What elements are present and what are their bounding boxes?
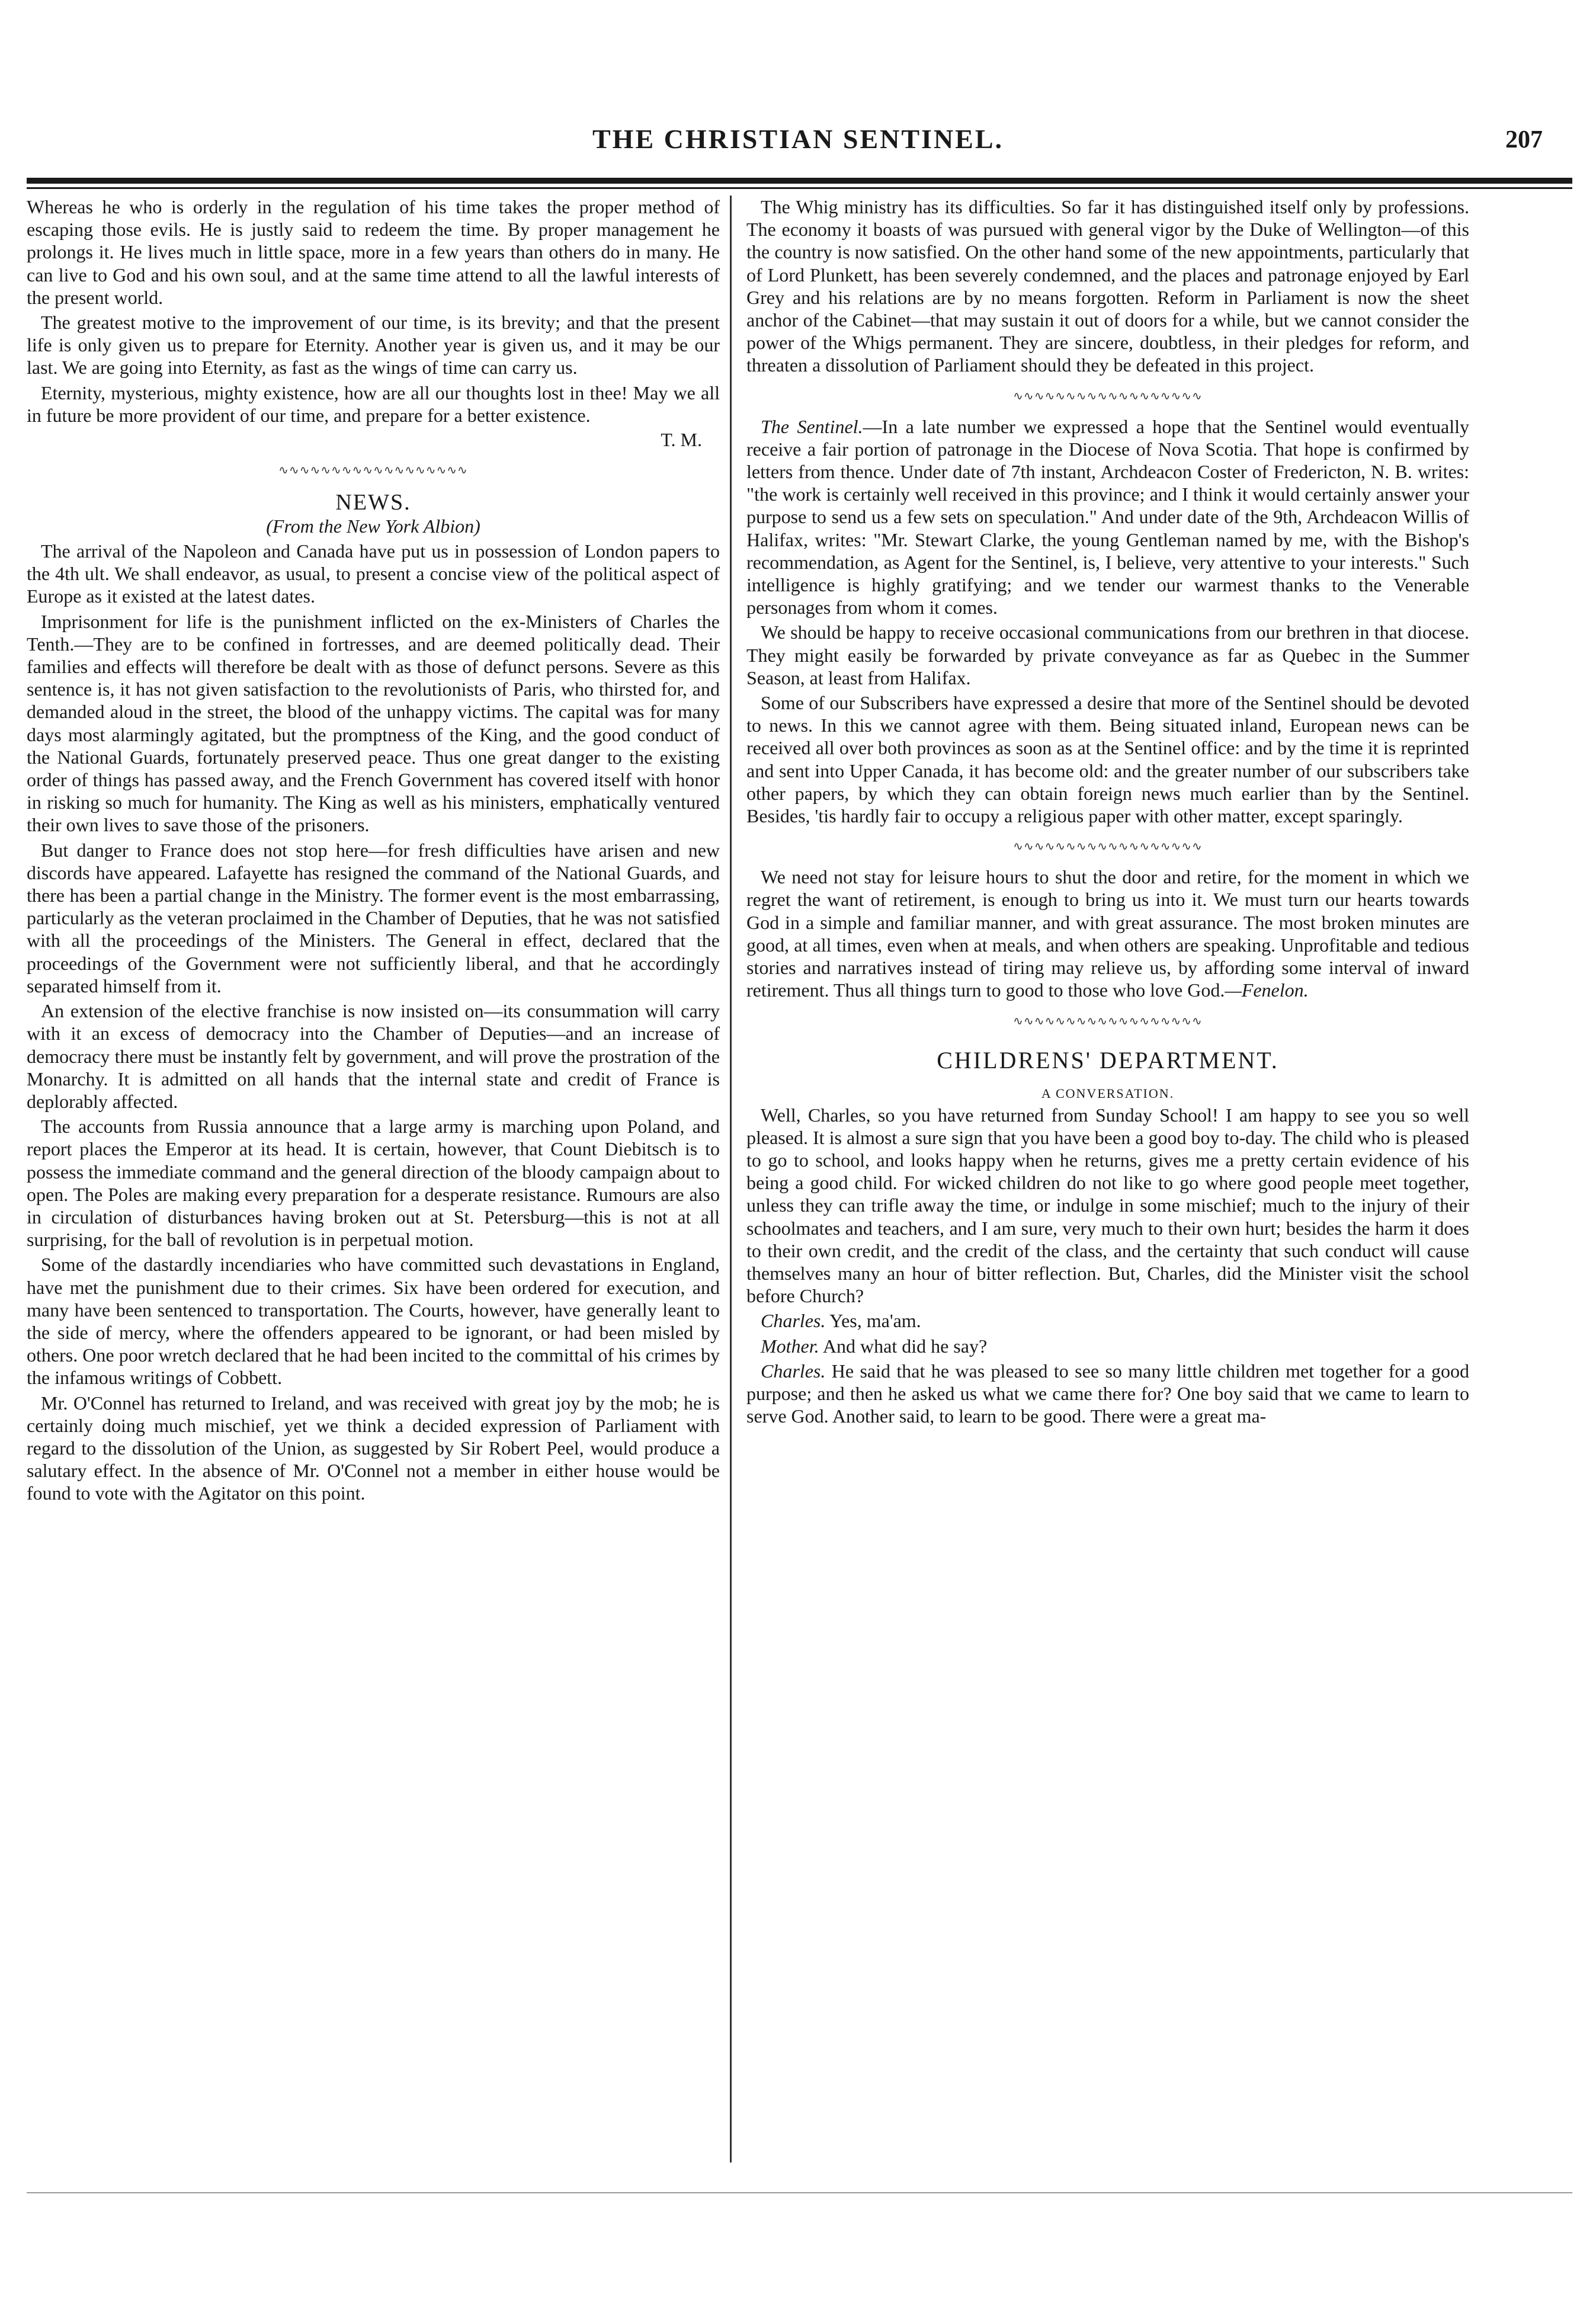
speaker: Charles.	[761, 1310, 826, 1332]
paragraph: Mr. O'Connel has returned to Ireland, and was received with great joy by the mob; he is certainly doing much mischief, yet we think a decided expression of Parliament with regard to the dissolution of the Union, as suggested by Sir Robert Peel, would produce a salutary effect. In the absence of Mr. O'Connel not a member in either house would be found to vote with the Agitator on this point.	[27, 1392, 720, 1504]
paragraph	[746, 866, 1469, 1001]
paragraph: The greatest motive to the improvement of our time, is its brevity; and that the present life is only given us to prepare for Eternity. Another year is given us, and it may be our last. We are going into Eternity, as fast as the wings of time can carry us.	[27, 312, 720, 379]
dialogue-text: He said that he was pleased to see so many little children met together for a good purpose; and then he asked us what we came there for? One boy said that we came to learn to serve God. Another said, to learn to be good. There were a great ma-	[746, 1360, 1470, 1427]
left-column	[27, 196, 720, 1507]
speaker: Charles.	[761, 1360, 826, 1382]
dialogue-line	[746, 1360, 1469, 1428]
news-title: NEWS.	[335, 490, 411, 515]
paragraph: Some of our Subscribers have expressed a desire that more of the Sentinel should be devoted to news. In this we cannot agree with them. Being situated inland, European news can be received all over both provinces as soon as at the Sentinel office: and by the time it is reprinted and sent into Upper Canada, it has become old: and the greater number of our subscribers take other papers, by which they can obtain foreign news much earlier than by the Sentinel. Besides, 'tis hardly fair to occupy a religious paper with other matter, except sparingly.	[746, 692, 1469, 827]
news-source: (From the New York Albion)	[266, 515, 480, 537]
speaker: Mother.	[761, 1335, 819, 1357]
fenelon-text: We need not stay for leisure hours to shut the door and retire, for the moment in which we regret the want of retirement, is enough to bring us into it. We must turn our hearts towards God in a simple and familiar manner, and with great assurance. The most broken minutes are good, at all times, even when at meals, and when others are speaking. Unprofitable and tedious stories and narratives instead of tiring may relieve us, by affording some interval of inward retirement. Thus all things turn to good to those who love God.	[746, 866, 1469, 1001]
paragraph	[746, 415, 1469, 619]
running-title: THE CHRISTIAN SENTINEL.	[592, 124, 1004, 154]
paragraph: Eternity, mysterious, mighty existence, how are all our thoughts lost in thee! May we all in future be more provident of our time, and prepare for a better existence.	[27, 382, 720, 426]
dialogue-text: And what did he say?	[822, 1335, 988, 1357]
ornament-divider: ∿∿∿∿∿∿∿∿∿∿∿∿∿∿∿∿∿∿	[1013, 389, 1203, 403]
column-divider	[730, 196, 732, 2163]
paragraph: The Whig ministry has its difficulties. So far it has distinguished itself only by professions. The economy it boasts of was pursued with general vigor by the Duke of Wellington—of this the country is now satisfied. On the other hand some of the new appointments, particularly that of Lord Plunkett, has been severely condemned, and the places and patronage enjoyed by Earl Grey and his relations are by no means forgotten. Reform in Parliament is now the sheet anchor of the Cabinet—that may sustain it out of doors for a while, but we cannot consider the power of the Whigs permanent. They are sincere, doubtless, in their pledges for reform, and threaten a dissolution of Parliament should they be defeated in this project.	[746, 196, 1469, 376]
page-header	[0, 113, 1596, 166]
ornament-divider: ∿∿∿∿∿∿∿∿∿∿∿∿∿∿∿∿∿∿	[278, 464, 468, 478]
sentinel-lead: The Sentinel.	[761, 415, 863, 437]
paragraph: Imprisonment for life is the punishment inflicted on the ex-Ministers of Charles the Tenth.—They are to be confined in fortresses, and are deemed politically dead. Their families and effects will therefore be dealt with as those of defunct persons. Severe as this sentence is, it has not given satisfaction to the revolutionists of Paris, who thirsted for, and demanded aloud in the street, the blood of the unhappy victims. The capital was for many days most alarmingly agitated, but the promptness of the King, and the good conduct of the National Guards, fortunately preserved peace. Thus one great danger to the existing order of things has passed away, and the French Government has covered itself with honor in risking so much for humanity. The King as well as his ministers, emphatically ventured their own lives to save those of the prisoners.	[27, 610, 720, 836]
ornament-divider: ∿∿∿∿∿∿∿∿∿∿∿∿∿∿∿∿∿∿	[1013, 1014, 1203, 1028]
paragraph: But danger to France does not stop here—for fresh difficulties have arisen and new discords have appeared. Lafayette has resigned the command of the National Guards, and there has been a partial change in the Ministry. The former event is the most embarrassing, particularly as the veteran proclaimed in the Chamber of Deputies, that he was not satisfied with all the proceedings of the Ministers. The General in effect, declared that the proceedings of the Government were not sufficiently liberal, and that he accordingly separated himself from it.	[27, 839, 720, 997]
dialogue-line	[746, 1309, 1469, 1332]
bottom-rule	[27, 2192, 1572, 2193]
paragraph: The arrival of the Napoleon and Canada have put us in possession of London papers to the 4th ult. We shall endeavor, as usual, to present a concise view of the political aspect of Europe as it existed at the latest dates.	[27, 540, 720, 607]
paragraph: Well, Charles, so you have returned from Sunday School! I am happy to see you so well pleased. It is almost a sure sign that you have been a good boy to-day. The child who is pleased to go to school, and looks happy when he returns, gives me a pretty certain evidence of his being a good child. For wicked children do not like to go where good people meet together, unless they can trifle away the time, or indulge in some mischief; much to the injury of their schoolmates and teachers, and I am sure, very much to their own hurt; besides the harm it does to their own credit, and the credit of the class, and the certainty that such conduct will cause themselves many an hour of bitter reflection. But, Charles, did the Minister visit the school before Church?	[746, 1104, 1469, 1307]
dialogue-text: Yes, ma'am.	[829, 1310, 921, 1332]
paragraph: Some of the dastardly incendiaries who have committed such devastations in England, have met the punishment due to their crimes. Six have been ordered for execution, and many have been sentenced to transportation. The Courts, however, have generally leant to the side of mercy, where the offenders appeared to be ignorant, or had been misled by others. One poor wretch declared that he had been incited to the committal of his crimes by the infamous writings of Cobbett.	[27, 1254, 720, 1389]
conversation-title: A CONVERSATION.	[1041, 1085, 1175, 1101]
sentinel-text: —In a late number we expressed a hope that the Sentinel would eventually receive a fair portion of patronage in the Diocese of Nova Scotia. That hope is confirmed by letters from thence. Under date of 7th instant, Archdeacon Coster of Fredericton, N. B. writes: "the work is certainly well received in this province; and I think it would certainly answer your purpose to send us a few sets on speculation." And under date of the 9th, Archdeacon Willis of Halifax, writes: "Mr. Stewart Clarke, the young Gentleman named by me, with the Bishop's recommendation, as Agent for the Sentinel, is, I believe, very attentive to your interests." Such intelligence is highly gratifying; and we tender our warmest thanks to the Venerable personages from whom it comes.	[746, 415, 1470, 619]
header-rule-thick	[27, 178, 1572, 184]
childrens-department-title: CHILDRENS' DEPARTMENT.	[937, 1046, 1279, 1074]
fenelon-attribution: —Fenelon.	[1225, 979, 1309, 1001]
page-number: 207	[1505, 126, 1543, 153]
paragraph: We should be happy to receive occasional communications from our brethren in that diocese. They might easily be forwarded by private conveyance as far as Quebec in the Summer Season, at least from Halifax.	[746, 621, 1469, 688]
dialogue-line	[746, 1335, 1469, 1357]
paragraph: Whereas he who is orderly in the regulation of his time takes the proper method of escaping those evils. He is justly said to redeem the time. By proper management he prolongs it. He lives much in little space, more in a few years than others do in many. He can live to God and his own soul, and at the same time attend to all the lawful interests of the present world.	[27, 196, 720, 308]
signature: T. M.	[661, 429, 702, 451]
ornament-divider: ∿∿∿∿∿∿∿∿∿∿∿∿∿∿∿∿∿∿	[1013, 840, 1203, 854]
right-column	[746, 196, 1469, 1430]
paragraph: The accounts from Russia announce that a large army is marching upon Poland, and report places the Emperor at its head. It is certain, however, that Count Diebitsch is to possess the immediate command and the general direction of the bloody campaign about to open. The Poles are making every preparation for a desperate resistance. Rumours are also in circulation of disturbances having broken out at St. Petersburg—this is not at all surprising, for the ball of revolution is in perpetual motion.	[27, 1116, 720, 1251]
paragraph: An extension of the elective franchise is now insisted on—its consummation will carry with it an excess of democracy into the Chamber of Deputies—and an increase of democracy there must be instantly felt by government, and will prove the prostration of the Monarchy. It is admitted on all hands that the internal state and credit of France is deplorably affected.	[27, 1000, 720, 1112]
header-rule-thin	[27, 187, 1572, 189]
